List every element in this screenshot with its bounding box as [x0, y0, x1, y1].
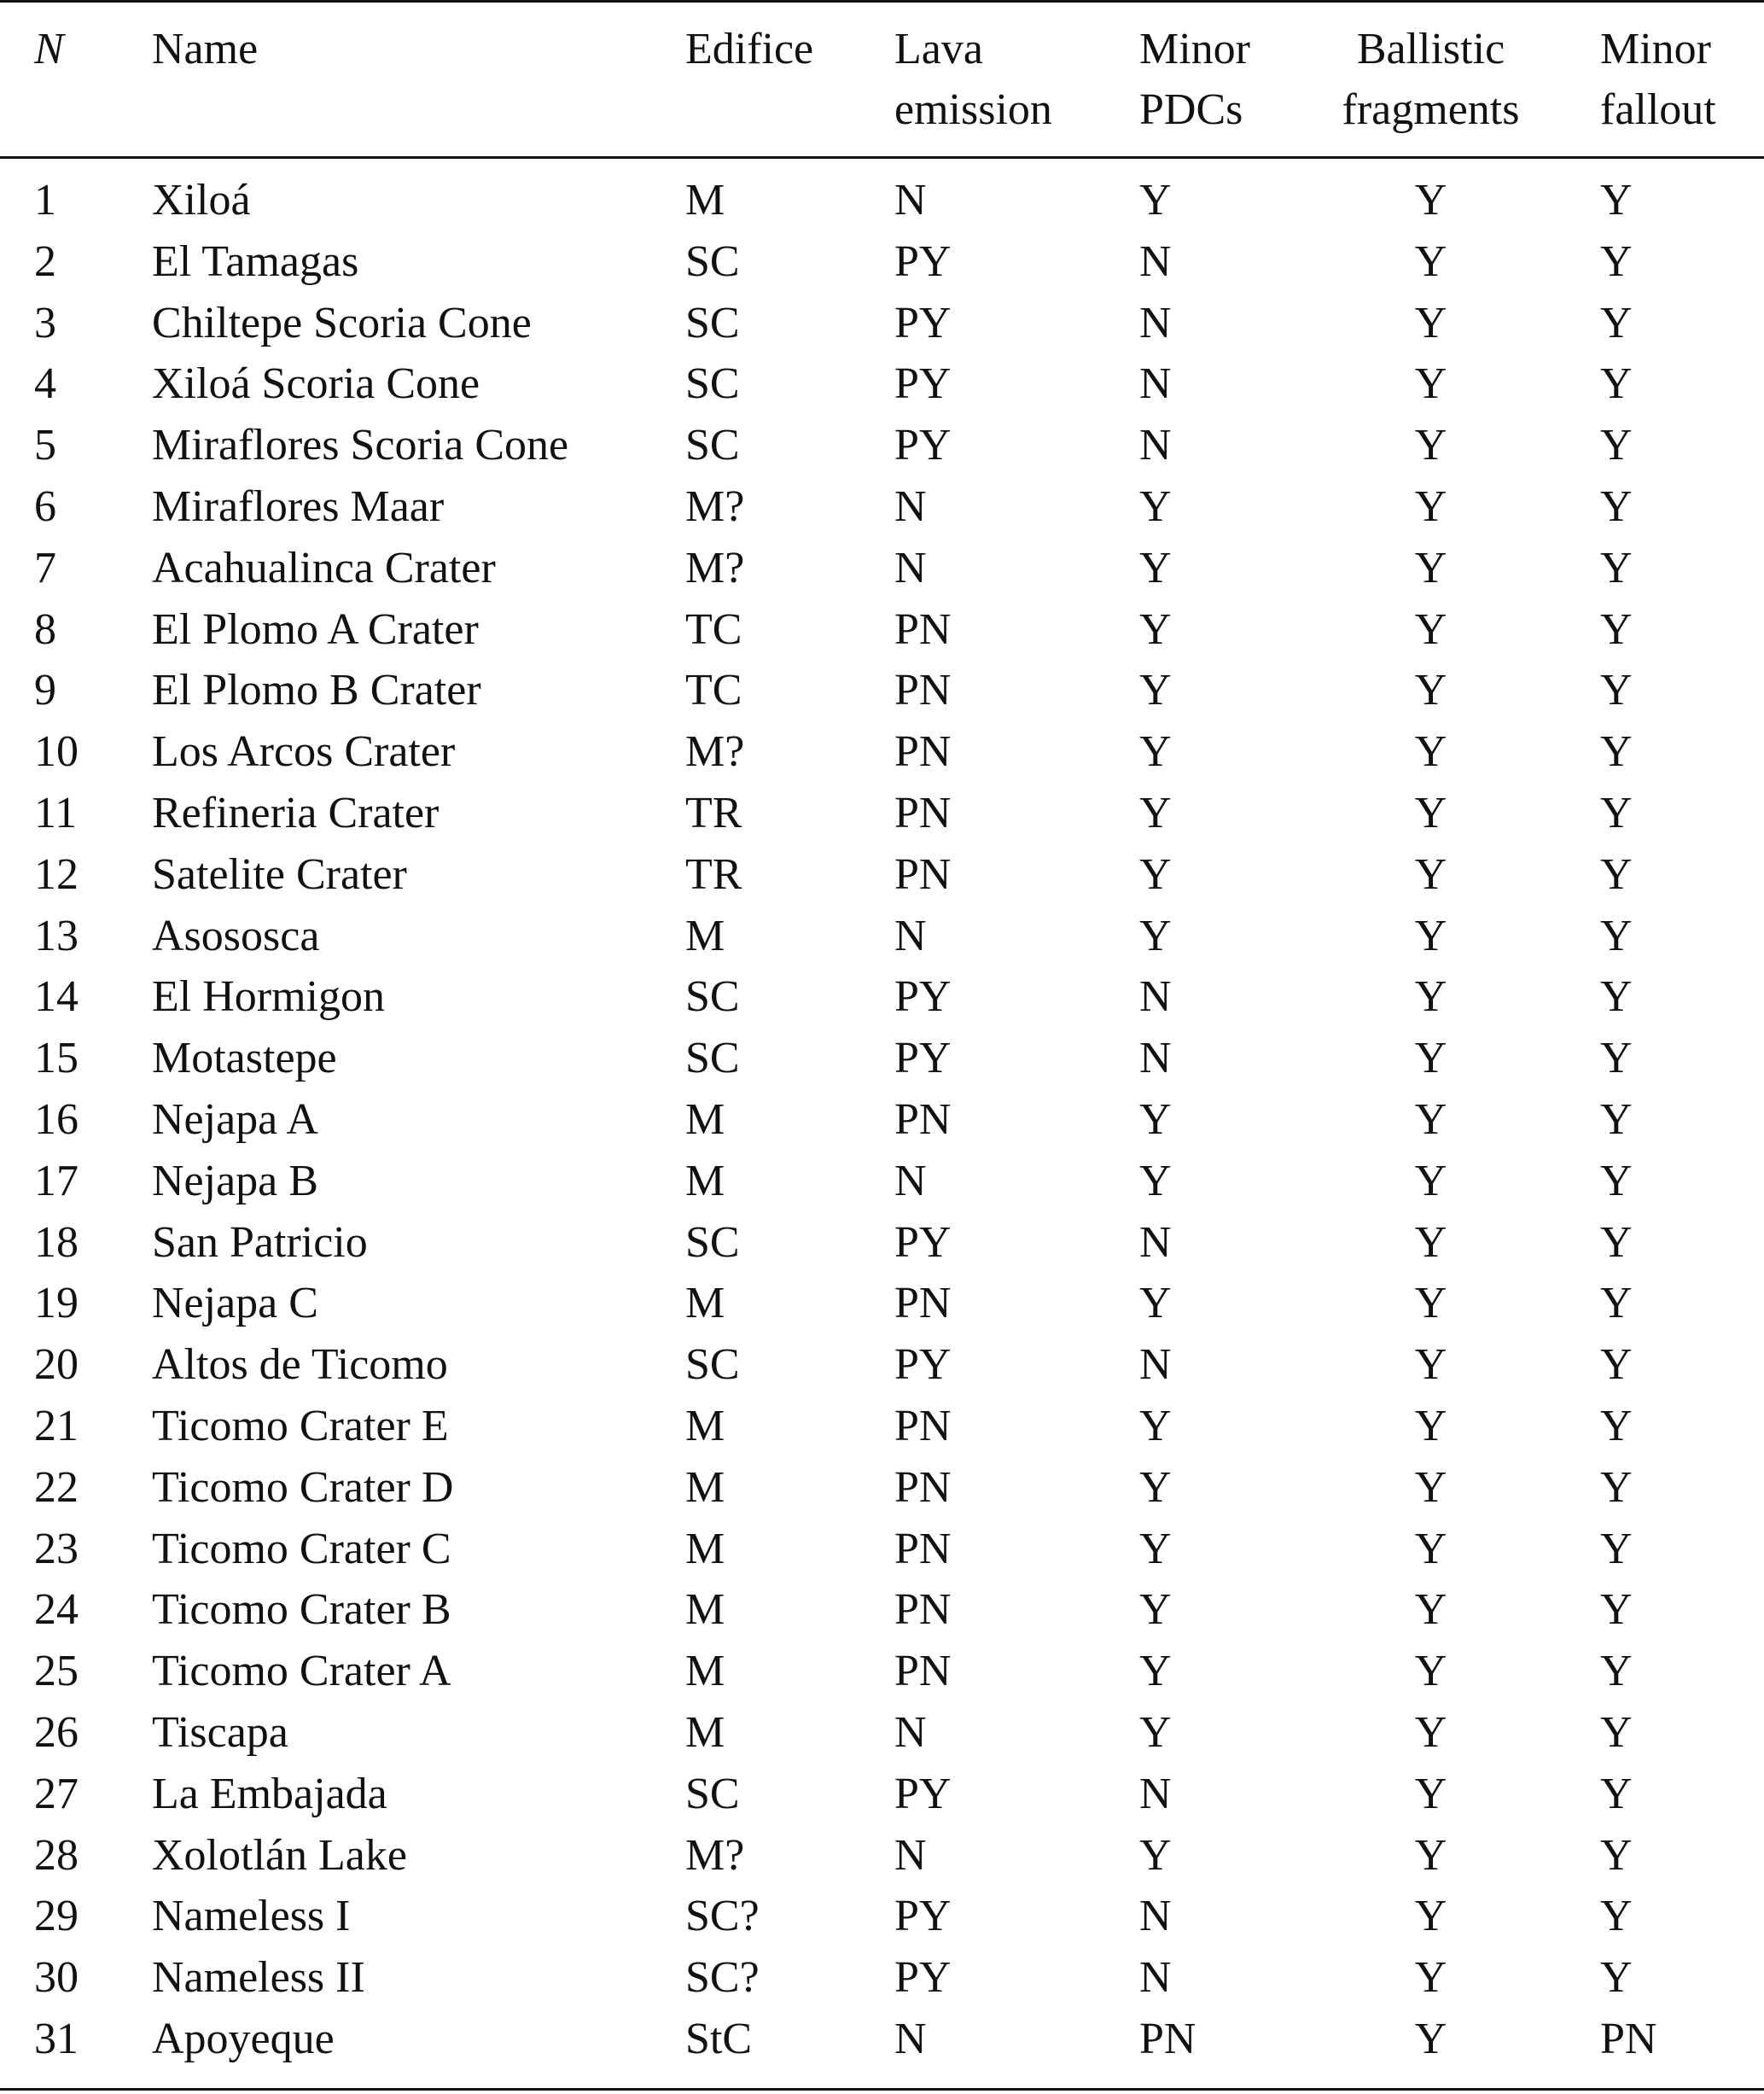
cell-minor-fallout: Y: [1600, 236, 1633, 286]
cell-ballistic-fragments: Y: [1414, 1892, 1447, 1941]
cell-edifice-type: M: [685, 1279, 725, 1328]
cell-minor-fallout: Y: [1600, 359, 1633, 409]
cell-vent-name: Motastepe: [152, 1034, 337, 1083]
cell-ballistic-fragments: Y: [1414, 604, 1447, 654]
table-row: [0, 1028, 1764, 1089]
cell-row-number: 10: [34, 727, 79, 777]
cell-lava-emission: PN: [894, 849, 952, 899]
cell-ballistic-fragments: Y: [1414, 1585, 1447, 1635]
cell-minor-fallout: Y: [1600, 1402, 1633, 1450]
cell-lava-emission: PN: [894, 1402, 952, 1450]
table-row: [0, 1334, 1764, 1396]
cell-ballistic-fragments: Y: [1414, 1524, 1447, 1573]
table-row: [0, 1089, 1764, 1151]
cell-row-number: 15: [34, 1034, 79, 1083]
cell-ballistic-fragments: Y: [1414, 1034, 1447, 1083]
cell-lava-emission: PN: [894, 604, 952, 654]
cell-row-number: 6: [34, 482, 56, 531]
cell-vent-name: El Tamagas: [152, 236, 359, 286]
cell-edifice-type: SC: [685, 972, 740, 1022]
table-row: [0, 2009, 1764, 2070]
cell-vent-name: Xolotlán Lake: [152, 1830, 407, 1880]
cell-vent-name: El Hormigon: [152, 972, 385, 1022]
cell-minor-fallout: Y: [1600, 1524, 1633, 1573]
cell-lava-emission: PN: [894, 666, 952, 715]
cell-ballistic-fragments: Y: [1414, 298, 1447, 347]
table-row: [0, 1886, 1764, 1947]
cell-minor-pdcs: Y: [1139, 849, 1172, 899]
cell-edifice-type: StC: [685, 2015, 753, 2063]
cell-lava-emission: PN: [894, 1462, 952, 1512]
cell-ballistic-fragments: Y: [1414, 727, 1447, 777]
cell-vent-name: Chiltepe Scoria Cone: [152, 298, 532, 347]
table-row: [0, 231, 1764, 293]
cell-minor-fallout: Y: [1600, 727, 1633, 777]
cell-edifice-type: SC: [685, 359, 740, 409]
cell-row-number: 11: [34, 789, 78, 837]
table-row: [0, 353, 1764, 415]
cell-edifice-type: TC: [685, 604, 742, 654]
cell-lava-emission: N: [894, 176, 927, 225]
table-row: [0, 1457, 1764, 1519]
cell-row-number: 12: [34, 849, 79, 899]
cell-minor-fallout: Y: [1600, 1953, 1633, 2003]
cell-minor-pdcs: Y: [1139, 176, 1172, 225]
cell-minor-fallout: Y: [1600, 1217, 1633, 1267]
cell-lava-emission: PY: [894, 1769, 952, 1818]
cell-minor-pdcs: N: [1139, 421, 1172, 470]
cell-ballistic-fragments: Y: [1414, 1769, 1447, 1818]
cell-vent-name: Acahualinca Crater: [152, 543, 496, 592]
cell-vent-name: Xiloá Scoria Cone: [152, 359, 480, 409]
cell-row-number: 2: [34, 236, 56, 286]
header-minor-pdcs: Minor PDCs: [1139, 25, 1250, 134]
cell-row-number: 20: [34, 1340, 79, 1390]
cell-edifice-type: SC: [685, 1034, 740, 1083]
cell-minor-pdcs: Y: [1139, 1156, 1172, 1205]
table-row: [0, 599, 1764, 661]
cell-minor-fallout: Y: [1600, 1340, 1633, 1390]
table-row: [0, 1641, 1764, 1702]
cell-edifice-type: M?: [685, 1830, 745, 1880]
cell-minor-pdcs: N: [1139, 236, 1172, 286]
cell-lava-emission: N: [894, 1830, 927, 1880]
cell-row-number: 5: [34, 421, 56, 470]
cell-row-number: 30: [34, 1953, 79, 2003]
header-n: N: [34, 25, 64, 73]
cell-edifice-type: M: [685, 1462, 725, 1512]
cell-edifice-type: M: [685, 1156, 725, 1205]
cell-minor-pdcs: Y: [1139, 1095, 1172, 1144]
cell-ballistic-fragments: Y: [1414, 421, 1447, 470]
cell-lava-emission: N: [894, 911, 927, 960]
cell-minor-pdcs: N: [1139, 972, 1172, 1022]
cell-vent-name: Ticomo Crater D: [152, 1462, 454, 1512]
cell-minor-pdcs: N: [1139, 1034, 1172, 1083]
table-row: [0, 476, 1764, 538]
cell-vent-name: Nejapa B: [152, 1156, 318, 1205]
cell-row-number: 19: [34, 1279, 79, 1328]
cell-row-number: 29: [34, 1892, 79, 1941]
cell-ballistic-fragments: Y: [1414, 236, 1447, 286]
cell-row-number: 24: [34, 1585, 79, 1635]
cell-lava-emission: PY: [894, 1892, 952, 1941]
table-row: [0, 1273, 1764, 1334]
cell-edifice-type: M: [685, 1708, 725, 1757]
cell-ballistic-fragments: Y: [1414, 359, 1447, 409]
header-lava-emission: Lava emission: [894, 25, 1052, 134]
cell-edifice-type: M: [685, 1095, 725, 1144]
cell-minor-pdcs: Y: [1139, 482, 1172, 531]
cell-row-number: 17: [34, 1156, 79, 1205]
cell-vent-name: El Plomo A Crater: [152, 604, 479, 654]
cell-minor-pdcs: Y: [1139, 1647, 1172, 1696]
table-row: [0, 1579, 1764, 1641]
cell-minor-fallout: Y: [1600, 1830, 1633, 1880]
table-row: [0, 721, 1764, 783]
table-row: [0, 415, 1764, 476]
cell-minor-fallout: Y: [1600, 298, 1633, 347]
cell-edifice-type: M: [685, 911, 725, 960]
table-row: [0, 844, 1764, 906]
cell-vent-name: San Patricio: [152, 1217, 368, 1267]
cell-lava-emission: N: [894, 2015, 927, 2063]
cell-lava-emission: PN: [894, 1524, 952, 1573]
cell-vent-name: Ticomo Crater A: [152, 1647, 451, 1696]
cell-minor-fallout: Y: [1600, 1769, 1633, 1818]
cell-lava-emission: N: [894, 1708, 927, 1757]
cell-vent-name: El Plomo B Crater: [152, 666, 481, 715]
cell-row-number: 26: [34, 1708, 79, 1757]
cell-row-number: 21: [34, 1402, 79, 1450]
cell-minor-pdcs: Y: [1139, 543, 1172, 592]
cell-lava-emission: PY: [894, 236, 952, 286]
cell-vent-name: Apoyeque: [152, 2015, 335, 2063]
cell-edifice-type: M: [685, 1585, 725, 1635]
cell-edifice-type: TR: [685, 849, 742, 899]
cell-lava-emission: PY: [894, 1340, 952, 1390]
table-row: [0, 1702, 1764, 1764]
cell-lava-emission: PY: [894, 1953, 952, 2003]
cell-lava-emission: N: [894, 543, 927, 592]
cell-minor-pdcs: Y: [1139, 666, 1172, 715]
table-row: [0, 660, 1764, 721]
cell-ballistic-fragments: Y: [1414, 1217, 1447, 1267]
cell-vent-name: Satelite Crater: [152, 849, 407, 899]
cell-minor-fallout: Y: [1600, 1279, 1633, 1328]
cell-row-number: 22: [34, 1462, 79, 1512]
cell-row-number: 7: [34, 543, 56, 592]
cell-ballistic-fragments: Y: [1414, 176, 1447, 225]
table-header-rule: [0, 156, 1764, 159]
cell-vent-name: Miraflores Scoria Cone: [152, 421, 569, 470]
cell-lava-emission: PN: [894, 1647, 952, 1696]
cell-edifice-type: M: [685, 1647, 725, 1696]
table-row: [0, 906, 1764, 967]
cell-row-number: 13: [34, 911, 79, 960]
cell-lava-emission: PY: [894, 1034, 952, 1083]
cell-vent-name: Xiloá: [152, 176, 251, 225]
cell-row-number: 25: [34, 1647, 79, 1696]
header-ballistic-fragments: Ballistic fragments: [1342, 25, 1520, 134]
cell-minor-fallout: Y: [1600, 1156, 1633, 1205]
cell-minor-pdcs: Y: [1139, 911, 1172, 960]
cell-minor-fallout: Y: [1600, 543, 1633, 592]
cell-vent-name: Los Arcos Crater: [152, 727, 456, 777]
cell-edifice-type: TR: [685, 789, 742, 837]
table-row: [0, 1151, 1764, 1212]
cell-minor-fallout: Y: [1600, 1585, 1633, 1635]
cell-row-number: 27: [34, 1769, 79, 1818]
cell-vent-name: La Embajada: [152, 1769, 387, 1818]
cell-lava-emission: PN: [894, 727, 952, 777]
table-row: [0, 1396, 1764, 1457]
cell-lava-emission: PN: [894, 1279, 952, 1328]
cell-minor-pdcs: Y: [1139, 604, 1172, 654]
header-name: Name: [152, 25, 259, 73]
cell-lava-emission: PY: [894, 359, 952, 409]
cell-row-number: 14: [34, 972, 79, 1022]
cell-lava-emission: PY: [894, 1217, 952, 1267]
cell-minor-pdcs: N: [1139, 298, 1172, 347]
cell-lava-emission: PN: [894, 1585, 952, 1635]
header-edifice: Edifice: [685, 25, 814, 73]
cell-vent-name: Ticomo Crater E: [152, 1402, 449, 1450]
cell-ballistic-fragments: Y: [1414, 972, 1447, 1022]
cell-vent-name: Nejapa C: [152, 1279, 318, 1328]
cell-lava-emission: PY: [894, 421, 952, 470]
cell-minor-fallout: Y: [1600, 176, 1633, 225]
cell-vent-name: Miraflores Maar: [152, 482, 445, 531]
cell-minor-fallout: Y: [1600, 1708, 1633, 1757]
cell-edifice-type: M: [685, 176, 725, 225]
table-bottom-rule: [0, 2088, 1764, 2091]
cell-ballistic-fragments: Y: [1414, 1462, 1447, 1512]
cell-vent-name: Asososca: [152, 911, 320, 960]
table-row: [0, 1947, 1764, 2009]
cell-lava-emission: PN: [894, 1095, 952, 1144]
cell-minor-pdcs: N: [1139, 1217, 1172, 1267]
table-row: [0, 783, 1764, 844]
cell-vent-name: Nameless I: [152, 1892, 351, 1941]
cell-lava-emission: PY: [894, 972, 952, 1022]
cell-minor-fallout: Y: [1600, 911, 1633, 960]
cell-minor-fallout: Y: [1600, 1647, 1633, 1696]
cell-minor-fallout: Y: [1600, 849, 1633, 899]
cell-lava-emission: PY: [894, 298, 952, 347]
cell-ballistic-fragments: Y: [1414, 1156, 1447, 1205]
cell-minor-pdcs: N: [1139, 1769, 1172, 1818]
cell-ballistic-fragments: Y: [1414, 1953, 1447, 2003]
cell-ballistic-fragments: Y: [1414, 789, 1447, 837]
cell-lava-emission: PN: [894, 789, 952, 837]
cell-edifice-type: SC: [685, 298, 740, 347]
cell-row-number: 23: [34, 1524, 79, 1573]
cell-edifice-type: M?: [685, 727, 745, 777]
cell-row-number: 18: [34, 1217, 79, 1267]
cell-vent-name: Tiscapa: [152, 1708, 288, 1757]
cell-ballistic-fragments: Y: [1414, 482, 1447, 531]
cell-edifice-type: TC: [685, 666, 742, 715]
cell-lava-emission: N: [894, 1156, 927, 1205]
cell-ballistic-fragments: Y: [1414, 1340, 1447, 1390]
cell-ballistic-fragments: Y: [1414, 1708, 1447, 1757]
cell-ballistic-fragments: Y: [1414, 543, 1447, 592]
cell-minor-fallout: Y: [1600, 1034, 1633, 1083]
cell-minor-fallout: Y: [1600, 421, 1633, 470]
table-row: [0, 1212, 1764, 1274]
cell-row-number: 8: [34, 604, 56, 654]
cell-ballistic-fragments: Y: [1414, 1830, 1447, 1880]
cell-minor-fallout: Y: [1600, 1892, 1633, 1941]
table-row: [0, 1825, 1764, 1887]
table-row: [0, 293, 1764, 354]
cell-row-number: 16: [34, 1095, 79, 1144]
cell-minor-pdcs: Y: [1139, 1462, 1172, 1512]
cell-row-number: 28: [34, 1830, 79, 1880]
cell-minor-fallout: Y: [1600, 789, 1633, 837]
cell-minor-pdcs: Y: [1139, 1708, 1172, 1757]
cell-minor-fallout: Y: [1600, 666, 1633, 715]
cell-edifice-type: SC: [685, 421, 740, 470]
cell-minor-fallout: Y: [1600, 1462, 1633, 1512]
cell-edifice-type: M: [685, 1524, 725, 1573]
cell-edifice-type: SC: [685, 1217, 740, 1267]
header-minor-fallout: Minor fallout: [1600, 25, 1716, 134]
cell-minor-fallout: Y: [1600, 1095, 1633, 1144]
cell-row-number: 1: [34, 176, 56, 225]
cell-lava-emission: N: [894, 482, 927, 531]
cell-vent-name: Refineria Crater: [152, 789, 440, 837]
cell-minor-pdcs: N: [1139, 359, 1172, 409]
cell-row-number: 3: [34, 298, 56, 347]
cell-minor-pdcs: Y: [1139, 1524, 1172, 1573]
cell-minor-pdcs: N: [1139, 1953, 1172, 2003]
cell-edifice-type: SC: [685, 1340, 740, 1390]
table-row: [0, 1764, 1764, 1825]
cell-minor-pdcs: Y: [1139, 1402, 1172, 1450]
cell-vent-name: Ticomo Crater C: [152, 1524, 451, 1573]
cell-vent-name: Nameless II: [152, 1953, 365, 2003]
cell-edifice-type: M: [685, 1402, 725, 1450]
cell-minor-pdcs: Y: [1139, 1279, 1172, 1328]
cell-edifice-type: SC?: [685, 1953, 760, 2003]
cell-minor-pdcs: Y: [1139, 789, 1172, 837]
cell-edifice-type: SC?: [685, 1892, 760, 1941]
cell-minor-pdcs: N: [1139, 1892, 1172, 1941]
cell-minor-pdcs: PN: [1139, 2015, 1196, 2063]
cell-edifice-type: M?: [685, 482, 745, 531]
cell-edifice-type: SC: [685, 1769, 740, 1818]
cell-minor-fallout: Y: [1600, 972, 1633, 1022]
cell-edifice-type: M?: [685, 543, 745, 592]
table-row: [0, 1519, 1764, 1580]
cell-minor-pdcs: Y: [1139, 727, 1172, 777]
cell-row-number: 9: [34, 666, 56, 715]
cell-row-number: 31: [34, 2015, 79, 2063]
table-top-rule: [0, 0, 1764, 3]
cell-minor-pdcs: Y: [1139, 1830, 1172, 1880]
cell-ballistic-fragments: Y: [1414, 666, 1447, 715]
cell-ballistic-fragments: Y: [1414, 849, 1447, 899]
cell-vent-name: Ticomo Crater B: [152, 1585, 451, 1635]
cell-minor-fallout: Y: [1600, 604, 1633, 654]
cell-ballistic-fragments: Y: [1414, 2015, 1447, 2063]
cell-ballistic-fragments: Y: [1414, 1647, 1447, 1696]
table-row: [0, 966, 1764, 1028]
cell-ballistic-fragments: Y: [1414, 1095, 1447, 1144]
cell-ballistic-fragments: Y: [1414, 911, 1447, 960]
cell-vent-name: Altos de Ticomo: [152, 1340, 448, 1390]
cell-edifice-type: SC: [685, 236, 740, 286]
cell-minor-pdcs: Y: [1139, 1585, 1172, 1635]
cell-row-number: 4: [34, 359, 56, 409]
cell-minor-pdcs: N: [1139, 1340, 1172, 1390]
cell-ballistic-fragments: Y: [1414, 1279, 1447, 1328]
table-row: [0, 538, 1764, 599]
cell-vent-name: Nejapa A: [152, 1095, 318, 1144]
cell-minor-fallout: PN: [1600, 2015, 1657, 2063]
cell-ballistic-fragments: Y: [1414, 1402, 1447, 1450]
cell-minor-fallout: Y: [1600, 482, 1633, 531]
table-row: [0, 170, 1764, 231]
